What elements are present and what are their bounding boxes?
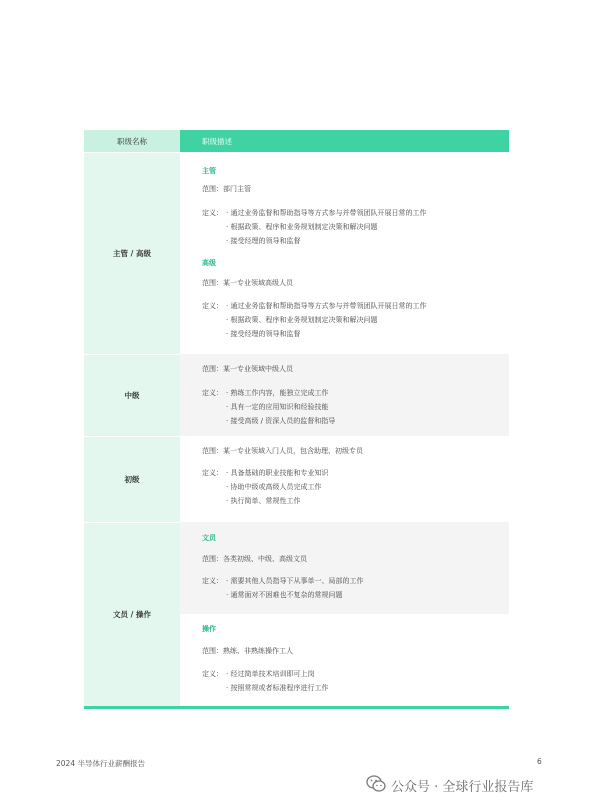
description-senior — [180, 152, 509, 354]
definition-item: · 通过业务监督和帮助指导等方式参与并带领团队开展日常的工作 — [226, 209, 427, 217]
definition-item: · 熟练工作内容，能独立完成工作 — [226, 389, 329, 397]
table-bottom-rule — [84, 706, 509, 709]
category-clerk: 文员 / 操作 — [84, 522, 180, 706]
report-title: 2024 半导体行业薪酬报告 — [56, 759, 145, 768]
category-senior: 主管 / 高级 — [84, 152, 180, 354]
description-clerk — [180, 522, 509, 706]
scope-clerk: 范围：各类初级、中级、高级文员 — [202, 555, 307, 563]
subtitle-supervisor: 主管 — [202, 167, 216, 175]
page-number: 6 — [537, 757, 542, 766]
table-row-clerk — [84, 522, 509, 706]
definition-label: 定义： — [202, 469, 223, 477]
clerk-block — [180, 522, 509, 614]
definition-item: · 协助中级或高级人员完成工作 — [226, 483, 322, 491]
definition-item: · 具备基础的职业技能和专业知识 — [226, 469, 329, 477]
description-mid — [180, 354, 509, 436]
scope-supervisor: 范围：部门主管 — [202, 185, 251, 193]
definition-label: 定义： — [202, 302, 223, 310]
wechat-icon — [366, 775, 391, 796]
definition-item: · 接受高级 / 资深人员的监督和指导 — [226, 417, 336, 425]
scope-junior: 范围：某一专业领域入门人员，包含助理、初级专员 — [202, 447, 363, 455]
watermark-text: 公众号 · 全球行业报告库 — [391, 780, 534, 795]
definition-label: 定义： — [202, 209, 223, 217]
definition-item: · 经过简单技术培训即可上岗 — [226, 670, 315, 678]
definition-label: 定义： — [202, 389, 223, 397]
subtitle-operator: 操作 — [202, 625, 216, 633]
description-junior — [180, 436, 509, 522]
definition-label: 定义： — [202, 670, 223, 678]
job-level-table — [84, 130, 509, 706]
definition-item: · 具有一定的应用知识和经验技能 — [226, 403, 329, 411]
definition-item: · 按照常规或者标准程序进行工作 — [226, 684, 329, 692]
header-level-name: 职级名称 — [84, 130, 180, 152]
category-junior: 初级 — [84, 436, 180, 522]
definition-label: 定义： — [202, 577, 223, 585]
category-mid: 中级 — [84, 354, 180, 436]
subtitle-senior: 高级 — [202, 259, 216, 267]
scope-operator: 范围：熟练、非熟练操作工人 — [202, 647, 293, 655]
table-row-senior — [84, 152, 509, 354]
definition-item: · 通常面对不困难也不复杂的常规问题 — [226, 591, 343, 599]
definition-item: · 根据政策、程序和业务规划制定决策和解决问题 — [226, 316, 378, 324]
definition-item: · 执行简单、常规性工作 — [226, 497, 301, 505]
operator-block — [180, 614, 509, 706]
definition-item: · 接受经理的领导和监督 — [226, 330, 301, 338]
definition-item: · 需要其他人员指导下从事单一、局部的工作 — [226, 577, 364, 585]
table-row-mid — [84, 354, 509, 436]
watermark — [366, 775, 533, 796]
definition-item: · 通过业务监督和帮助指导等方式参与并带领团队开展日常的工作 — [226, 302, 427, 310]
header-level-description: 职级描述 — [180, 130, 509, 152]
subtitle-clerk: 文员 — [202, 534, 216, 542]
table-header — [84, 130, 509, 152]
table-row-junior — [84, 436, 509, 522]
scope-senior: 范围：某一专业领域高级人员 — [202, 279, 293, 287]
definition-item: · 根据政策、程序和业务规划制定决策和解决问题 — [226, 223, 378, 231]
definition-item: · 接受经理的领导和监督 — [226, 237, 301, 245]
scope-mid: 范围：某一专业领域中级人员 — [202, 365, 293, 373]
